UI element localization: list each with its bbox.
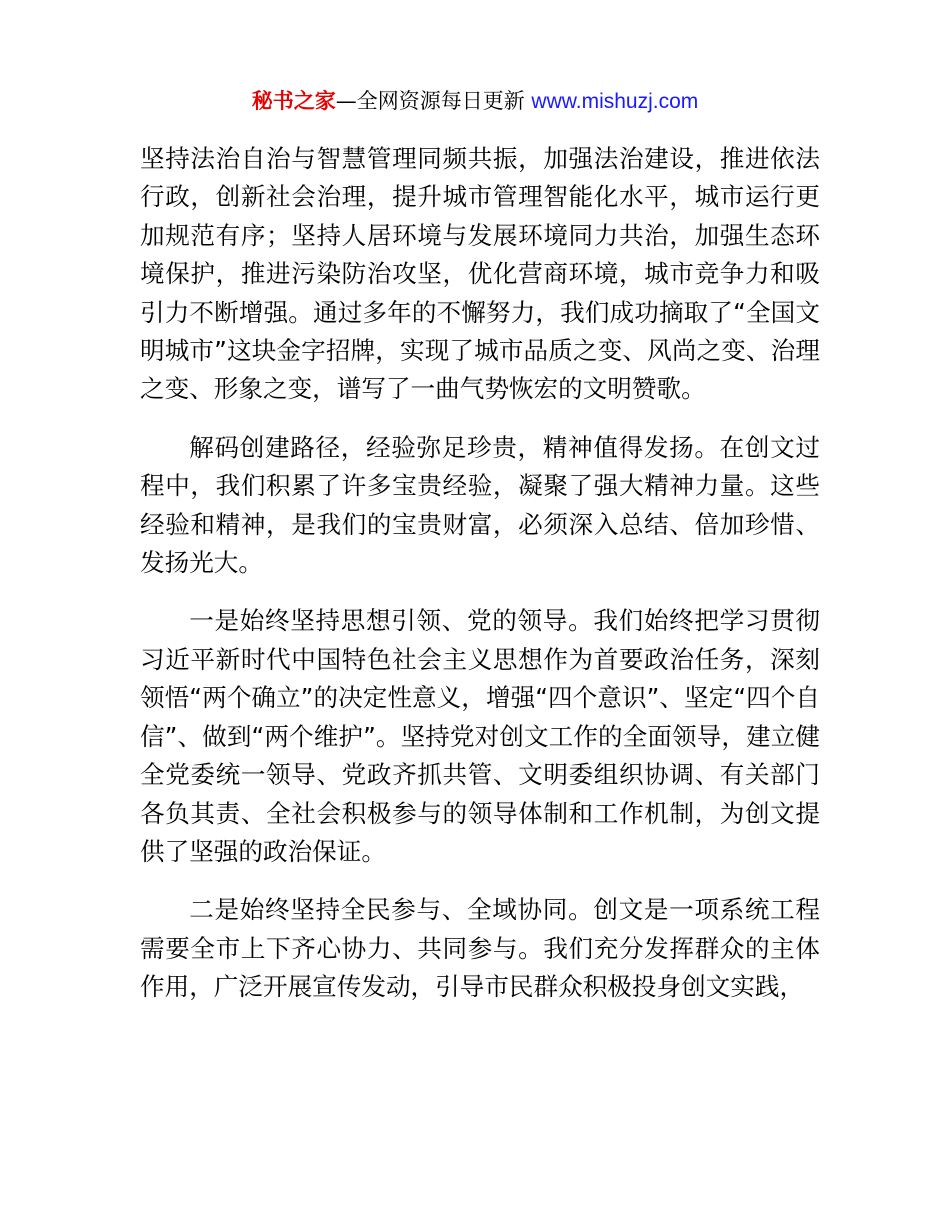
header-tagline: —全网资源每日更新 [335,89,532,113]
page-header [0,86,950,117]
brand-name: 秘书之家 [251,89,336,113]
paragraph-3: 一是始终坚持思想引领、党的领导。我们始终把学习贯彻习近平新时代中国特色社会主义思想作为首要政治任务，深刻领悟“两个确立”的决定性意义，增强“四个意识”、坚定“四个自信”、做到“两个维护”。坚持党对创文工作的全面领导，建立健全党委统一领导、党政齐抓共管、文明委组织协调、有关部门各负其责、全社会积极参与的领导体制和工作机制，为创文提供了坚强的政治保证。 [140,606,820,866]
paragraph-4: 二是始终坚持全民参与、全域协同。创文是一项系统工程需要全市上下齐心协力、共同参与。我们充分发挥群众的主体作用，广泛开展宣传发动，引导市民群众积极投身创文实践， [140,895,820,1002]
paragraph-1: 坚持法治自治与智慧管理同频共振，加强法治建设，推进依法行政，创新社会治理，提升城市管理智能化水平，城市运行更加规范有序；坚持人居环境与发展环境同力共治，加强生态环境保护，推进污染防治攻坚，优化营商环境，城市竞争力和吸引力不断增强。通过多年的不懈努力，我们成功摘取了“全国文明城市”这块金字招牌，实现了城市品质之变、风尚之变、治理之变、形象之变，谱写了一曲气势恢宏的文明赞歌。 [140,144,820,404]
paragraph-2: 解码创建路径，经验弥足珍贵，精神值得发扬。在创文过程中，我们积累了许多宝贵经验，凝聚了强大精神力量。这些经验和精神，是我们的宝贵财富，必须深入总结、倍加珍惜、发扬光大。 [140,432,820,578]
site-url-link[interactable]: www.mishuzj.com [531,90,699,113]
document-body [140,140,820,1027]
